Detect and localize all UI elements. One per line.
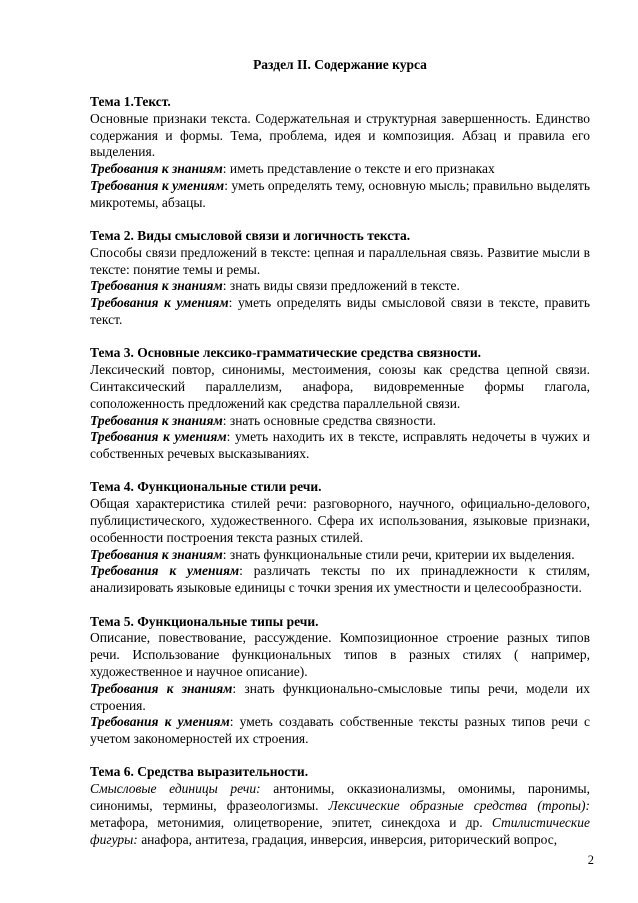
topic-heading: Тема 2. Виды смысловой связи и логичность текста. [90, 228, 411, 244]
page-number: 2 [587, 853, 594, 867]
requirement-label: Требования к знаниям [90, 161, 223, 177]
requirement-label: Требования к знаниям [90, 412, 223, 428]
topic-heading: Тема 3. Основные лексико-грамматические средства связности. [90, 345, 481, 361]
topic-heading: Тема 6. Средства выразительности. [90, 764, 309, 780]
term-list: метафора, метонимия, олицетворение, эпитет, синекдоха и др. [90, 814, 492, 830]
knowledge-requirement [90, 278, 590, 295]
requirement-label: Требования к знаниям [90, 278, 223, 294]
term-group-label: Смысловые единицы речи: [90, 781, 261, 797]
knowledge-requirement [90, 161, 590, 178]
requirement-text: : уметь определять тему, основную мысль; правильно выделять микротемы, абзацы. [90, 177, 590, 210]
skill-requirement [90, 563, 590, 597]
topic-heading: Тема 4. Функциональные стили речи. [90, 479, 322, 495]
requirement-label: Требования к умениям [90, 177, 225, 193]
topic-3 [90, 345, 590, 463]
requirement-label: Требования к знаниям [90, 546, 223, 562]
topic-4 [90, 479, 590, 597]
term-group-label: Лексические образные средства (тропы): [328, 797, 590, 813]
requirement-text: : уметь определять виды смысловой связи в тексте, править текст. [90, 295, 590, 328]
requirement-text: : знать функционально-смысловые типы речи, модели их строения. [90, 680, 590, 713]
requirement-text: : знать виды связи предложений в тексте. [222, 278, 460, 294]
knowledge-requirement [90, 681, 590, 715]
topic-body: Лексический повтор, синонимы, местоимения, союзы как средства цепной связи. Синтаксический параллелизм, анафора, видовременные формы глагола, соположенность предложений как средства параллельной связи. [90, 362, 590, 411]
topic-5 [90, 614, 590, 748]
requirement-text: : уметь находить их в тексте, исправлять недочеты в чужих и собственных речевых высказываниях. [90, 429, 590, 462]
document-page [90, 56, 590, 865]
requirement-text: : знать основные средства связности. [222, 412, 437, 428]
topic-body [90, 781, 590, 848]
topic-1 [90, 94, 590, 212]
term-list: антонимы, окказионализмы, омонимы, паронимы, синонимы, термины, фразеологизмы. [90, 781, 590, 813]
topic-6 [90, 764, 590, 848]
topic-heading: Тема 1.Текст. [90, 94, 171, 109]
requirement-text: : иметь представление о тексте и его признаках [222, 161, 495, 177]
topic-body: Основные признаки текста. Содержательная и структурная завершенность. Единство содержания и формы. Тема, проблема, идея и композиция. Абзац и правила его выделения. [90, 110, 590, 160]
term-group-label: Стилистические фигуры: [90, 814, 590, 847]
requirement-label: Требования к умениям [90, 563, 240, 579]
requirement-label: Требования к умениям [90, 714, 230, 730]
requirement-text: : различать тексты по их принадлежности к стилям, анализировать языковые единицы с точки зрения их уместности и целесообразности. [90, 563, 590, 596]
skill-requirement [90, 429, 590, 463]
requirement-label: Требования к умениям [90, 295, 229, 311]
topic-2 [90, 228, 590, 329]
term-list: анафора, антитеза, градация, инверсия, инверсия, риторический вопрос, [137, 831, 558, 847]
skill-requirement [90, 714, 590, 748]
topic-body: Общая характеристика стилей речи: разговорного, научного, официально-делового, публицистического, художественного. Сфера их использования, языковые признаки, особенности построения текста разных стилей. [90, 496, 590, 545]
requirement-text: : знать функциональные стили речи, критерии их выделения. [222, 546, 575, 562]
requirement-label: Требования к знаниям [90, 680, 233, 696]
topic-heading: Тема 5. Функциональные типы речи. [90, 613, 319, 629]
topic-body: Способы связи предложений в тексте: цепная и параллельная связь. Развитие мысли в тексте: понятие темы и ремы. [90, 244, 590, 277]
knowledge-requirement [90, 547, 590, 564]
requirement-text: : уметь создавать собственные тексты разных типов речи с учетом закономерностей их строения. [90, 714, 591, 747]
topic-body: Описание, повествование, рассуждение. Композиционное строение разных типов речи. Использование функциональных типов в разных стилях ( например, художественное и научное описание). [90, 630, 590, 679]
skill-requirement [90, 295, 590, 329]
knowledge-requirement [90, 413, 590, 430]
skill-requirement [90, 178, 590, 212]
requirement-label: Требования к умениям [90, 429, 227, 445]
section-title: Раздел II. Содержание курса [253, 57, 427, 72]
